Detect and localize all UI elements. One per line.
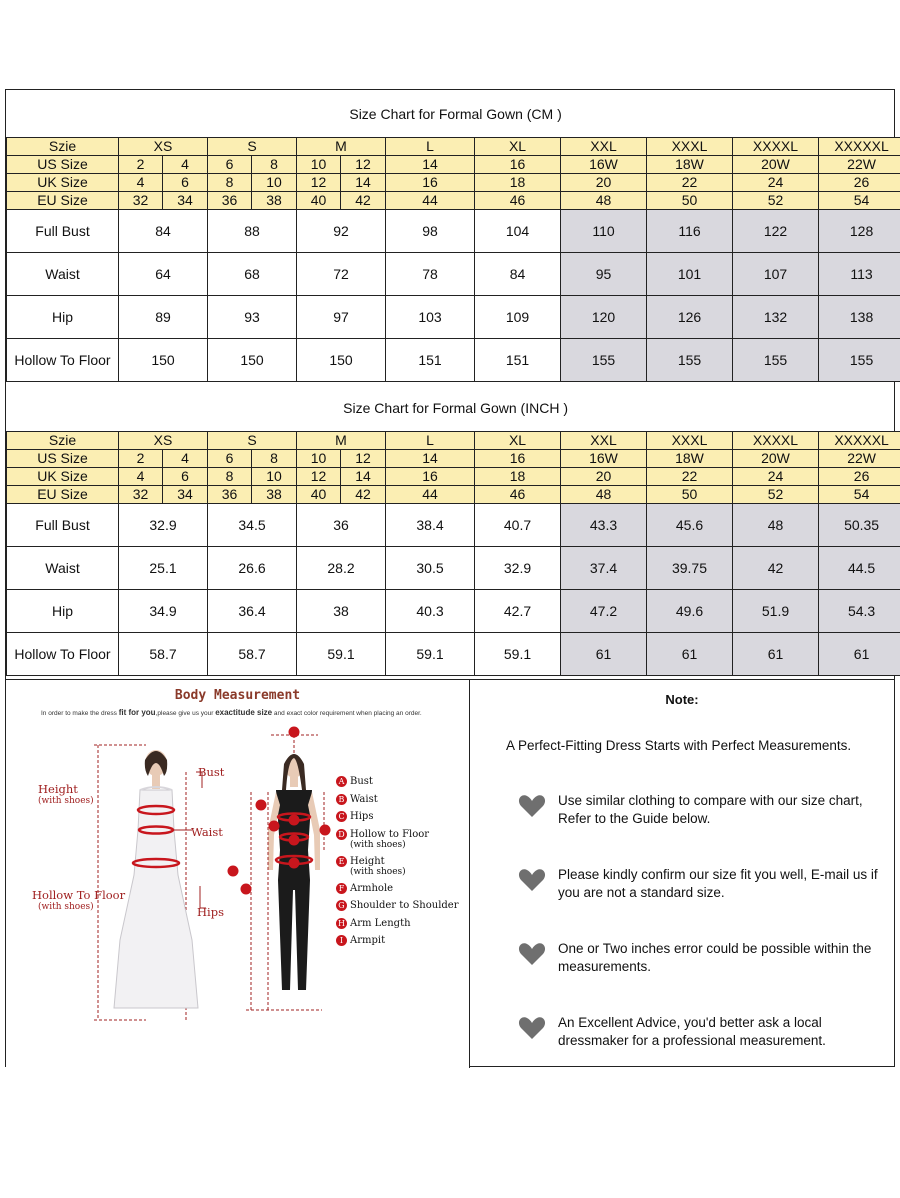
measurement-cell: 49.6: [647, 590, 733, 633]
legend-note: (with shoes): [350, 866, 406, 877]
note-text: [558, 866, 878, 902]
row-label: Szie: [7, 138, 119, 156]
measurement-cell: 37.4: [561, 547, 647, 590]
measurement-cell: 138: [819, 296, 900, 339]
size-cell: XL: [475, 138, 561, 156]
size-cell: 20W: [733, 450, 819, 468]
measurement-cell: 68: [208, 253, 297, 296]
size-cell: 12: [297, 174, 341, 192]
size-cell: 20: [561, 174, 647, 192]
size-cell: 22: [647, 468, 733, 486]
legend-label: Waist: [350, 793, 378, 805]
size-cell: 44: [386, 192, 475, 210]
size-cell: 20: [561, 468, 647, 486]
size-cell: 24: [733, 174, 819, 192]
measurement-cell: 36.4: [208, 590, 297, 633]
size-cell: 38: [252, 486, 297, 504]
label-hips: Hips: [197, 905, 224, 919]
measurement-cell: 113: [819, 253, 900, 296]
size-cell: 52: [733, 192, 819, 210]
size-cell: 14: [341, 468, 386, 486]
measurement-row: [7, 547, 900, 590]
legend-note: (with shoes): [350, 839, 406, 850]
size-cell: 16W: [561, 156, 647, 174]
note-line: dressmaker for a professional measurement.: [558, 1033, 826, 1048]
size-cell: 32: [119, 192, 163, 210]
measurement-cell: 72: [297, 253, 386, 296]
legend-label: Armpit: [350, 935, 386, 946]
legend-item: [336, 883, 459, 901]
size-row: [7, 486, 900, 504]
size-cell: 42: [341, 192, 386, 210]
body-measurement-illustration: [6, 680, 470, 1068]
size-cell: 22W: [819, 156, 900, 174]
size-cell: XXXXXL: [819, 432, 900, 450]
label-height: Height (with shoes): [38, 782, 94, 806]
size-cell: 6: [163, 174, 208, 192]
measurement-cell: 104: [475, 210, 561, 253]
row-label: Hollow To Floor: [7, 633, 119, 676]
measurement-row: [7, 296, 900, 339]
measurement-cell: 34.5: [208, 504, 297, 547]
note-line: Please kindly confirm our size fit you well, E-mail us if: [558, 867, 878, 882]
measurement-cell: 38: [297, 590, 386, 633]
note-line: Use similar clothing to compare with our size chart,: [558, 793, 863, 808]
size-cell: 50: [647, 192, 733, 210]
size-cell: 4: [163, 450, 208, 468]
size-cell: 46: [475, 486, 561, 504]
subtitle-part: In order to make the dress: [41, 710, 119, 717]
measurement-cell: 155: [819, 339, 900, 382]
measurement-cell: 155: [561, 339, 647, 382]
note-line: An Excellent Advice, you'd better ask a local: [558, 1015, 822, 1030]
legend-text: [350, 829, 429, 851]
heart-icon: [518, 1016, 546, 1040]
size-cell: 14: [386, 450, 475, 468]
size-cell: 22W: [819, 450, 900, 468]
row-label: EU Size: [7, 486, 119, 504]
legend-label: Armhole: [350, 882, 394, 894]
measurement-cell: 97: [297, 296, 386, 339]
measurement-cell: 36: [297, 504, 386, 547]
heart-icon: [518, 942, 546, 966]
size-cell: 6: [163, 468, 208, 486]
measurement-cell: 120: [561, 296, 647, 339]
measurement-cell: 101: [647, 253, 733, 296]
measurement-cell: 59.1: [297, 633, 386, 676]
size-cell: 16: [386, 468, 475, 486]
size-cell: 8: [208, 174, 252, 192]
measurement-cell: 59.1: [475, 633, 561, 676]
size-cell: L: [386, 432, 475, 450]
row-label: US Size: [7, 450, 119, 468]
size-cell: S: [208, 138, 297, 156]
measurement-cell: 61: [647, 633, 733, 676]
size-cell: 22: [647, 174, 733, 192]
size-cell: XXL: [561, 432, 647, 450]
measurement-cell: 42.7: [475, 590, 561, 633]
legend-item: [336, 856, 459, 883]
legend-label: Arm Length: [350, 917, 411, 929]
size-cell: XXXXL: [733, 138, 819, 156]
legend-text: [350, 776, 373, 787]
measurement-cell: 110: [561, 210, 647, 253]
legend-marker-icon: A: [336, 776, 347, 787]
measurement-cell: 51.9: [733, 590, 819, 633]
legend-label: Height: [350, 855, 385, 867]
bottom-section: [6, 679, 894, 1068]
row-label: Hollow To Floor: [7, 339, 119, 382]
row-label: Waist: [7, 253, 119, 296]
size-cell: 2: [119, 156, 163, 174]
measurement-row: [7, 210, 900, 253]
row-label: Waist: [7, 547, 119, 590]
label-waist: Waist: [191, 825, 223, 839]
size-cell: 6: [208, 156, 252, 174]
size-cell: 18W: [647, 450, 733, 468]
measurement-cell: 78: [386, 253, 475, 296]
legend-marker-icon: G: [336, 900, 347, 911]
notes-panel: [470, 680, 894, 1068]
size-cell: XXXXXL: [819, 138, 900, 156]
measurement-row: [7, 504, 900, 547]
size-cell: 50: [647, 486, 733, 504]
row-label: US Size: [7, 156, 119, 174]
legend-item: [336, 811, 459, 829]
size-cell: 18W: [647, 156, 733, 174]
size-cell: 10: [297, 450, 341, 468]
chart-title: Size Chart for Formal Gown (INCH ): [7, 384, 900, 432]
measurement-cell: 58.7: [119, 633, 208, 676]
subtitle-emphasis: fit for you: [118, 708, 156, 717]
row-label: Full Bust: [7, 210, 119, 253]
size-cell: 10: [252, 174, 297, 192]
note-lead: A Perfect-Fitting Dress Starts with Perfect Measurements.: [506, 738, 852, 753]
measurement-cell: 98: [386, 210, 475, 253]
size-cell: XS: [119, 138, 208, 156]
note-text: [558, 940, 871, 976]
measurement-cell: 92: [297, 210, 386, 253]
legend-item: [336, 935, 459, 953]
measurement-cell: 132: [733, 296, 819, 339]
size-cell: 4: [119, 468, 163, 486]
row-label: Hip: [7, 590, 119, 633]
chart-title: Size Chart for Formal Gown (CM ): [7, 90, 900, 138]
legend-marker-icon: E: [336, 856, 347, 867]
row-label: UK Size: [7, 174, 119, 192]
measurement-row: [7, 590, 900, 633]
size-cell: 20W: [733, 156, 819, 174]
measurement-cell: 150: [119, 339, 208, 382]
size-cell: XXXXL: [733, 432, 819, 450]
note-line: Refer to the Guide below.: [558, 811, 711, 826]
size-cell: L: [386, 138, 475, 156]
body-measurement-title: Body Measurement: [174, 688, 301, 703]
size-chart-sheet: [5, 89, 895, 1067]
legend-text: [350, 811, 373, 822]
note-item: [518, 1014, 894, 1050]
measurement-cell: 58.7: [208, 633, 297, 676]
size-cell: 18: [475, 174, 561, 192]
measurement-cell: 26.6: [208, 547, 297, 590]
measurement-cell: 54.3: [819, 590, 900, 633]
legend-text: [350, 918, 411, 929]
size-cell: 26: [819, 468, 900, 486]
size-cell: 8: [252, 450, 297, 468]
note-item: [518, 940, 894, 976]
measurement-row: [7, 253, 900, 296]
size-cell: 16W: [561, 450, 647, 468]
measurement-cell: 150: [208, 339, 297, 382]
measurement-cell: 28.2: [297, 547, 386, 590]
note-line: measurements.: [558, 959, 652, 974]
size-row: [7, 138, 900, 156]
measurement-cell: 126: [647, 296, 733, 339]
measurement-cell: 151: [475, 339, 561, 382]
measurement-cell: 47.2: [561, 590, 647, 633]
measurement-cell: 40.7: [475, 504, 561, 547]
size-chart-cm: [6, 90, 900, 382]
size-cell: S: [208, 432, 297, 450]
legend-text: [350, 900, 459, 911]
measurement-cell: 109: [475, 296, 561, 339]
size-cell: 12: [341, 156, 386, 174]
note-text: [558, 792, 863, 828]
measurement-cell: 48: [733, 504, 819, 547]
size-cell: 48: [561, 192, 647, 210]
legend-label: Hips: [350, 811, 374, 822]
measurement-cell: 93: [208, 296, 297, 339]
size-cell: 32: [119, 486, 163, 504]
row-label: Hip: [7, 296, 119, 339]
size-chart-inch: [6, 384, 900, 676]
size-cell: 48: [561, 486, 647, 504]
measurement-cell: 32.9: [119, 504, 208, 547]
measurement-cell: 150: [297, 339, 386, 382]
legend-label: Bust: [350, 776, 373, 787]
size-cell: 12: [297, 468, 341, 486]
measurement-cell: 61: [733, 633, 819, 676]
size-cell: 24: [733, 468, 819, 486]
legend-marker-icon: I: [336, 935, 347, 946]
measurement-cell: 128: [819, 210, 900, 253]
measurement-cell: 50.35: [819, 504, 900, 547]
measurement-cell: 30.5: [386, 547, 475, 590]
row-label: EU Size: [7, 192, 119, 210]
size-cell: 44: [386, 486, 475, 504]
measurement-row: [7, 339, 900, 382]
size-cell: 40: [297, 486, 341, 504]
size-cell: 14: [341, 174, 386, 192]
size-cell: XXL: [561, 138, 647, 156]
size-cell: 2: [119, 450, 163, 468]
measurement-cell: 38.4: [386, 504, 475, 547]
measurement-cell: 34.9: [119, 590, 208, 633]
size-cell: M: [297, 432, 386, 450]
measurement-cell: 122: [733, 210, 819, 253]
note-text: [558, 1014, 826, 1050]
size-cell: 8: [208, 468, 252, 486]
size-cell: 14: [386, 156, 475, 174]
size-cell: 54: [819, 486, 900, 504]
measurement-cell: 155: [733, 339, 819, 382]
legend-item: [336, 794, 459, 812]
measurement-cell: 39.75: [647, 547, 733, 590]
measurement-cell: 107: [733, 253, 819, 296]
legend-text: [350, 883, 393, 894]
note-item: [518, 866, 894, 902]
row-label: Full Bust: [7, 504, 119, 547]
legend-item: [336, 829, 459, 856]
legend-label: Shoulder to Shoulder: [350, 900, 459, 911]
size-cell: 46: [475, 192, 561, 210]
note-title: Note:: [665, 692, 699, 707]
size-row: [7, 468, 900, 486]
measurement-cell: 61: [561, 633, 647, 676]
size-row: [7, 450, 900, 468]
size-cell: 40: [297, 192, 341, 210]
size-cell: 4: [163, 156, 208, 174]
size-cell: 16: [475, 450, 561, 468]
size-cell: 10: [252, 468, 297, 486]
size-cell: 38: [252, 192, 297, 210]
measurement-cell: 84: [475, 253, 561, 296]
size-cell: XXXL: [647, 432, 733, 450]
size-cell: 54: [819, 192, 900, 210]
size-cell: 18: [475, 468, 561, 486]
legend-marker-icon: F: [336, 883, 347, 894]
label-hollow-to-floor: Hollow To Floor (with shoes): [32, 888, 126, 912]
note-line: you are not a standard size.: [558, 885, 725, 900]
legend-text: [350, 935, 385, 946]
row-label: Szie: [7, 432, 119, 450]
size-cell: 34: [163, 192, 208, 210]
size-cell: 36: [208, 486, 252, 504]
size-cell: 12: [341, 450, 386, 468]
measurement-cell: 44.5: [819, 547, 900, 590]
heart-icon: [518, 868, 546, 892]
legend-label: Hollow to Floor: [350, 828, 430, 840]
size-cell: XL: [475, 432, 561, 450]
measurement-cell: 45.6: [647, 504, 733, 547]
measurement-cell: 151: [386, 339, 475, 382]
size-row: [7, 192, 900, 210]
size-row: [7, 432, 900, 450]
legend-marker-icon: H: [336, 918, 347, 929]
note-item: [518, 792, 894, 828]
measurement-row: [7, 633, 900, 676]
legend-marker-icon: B: [336, 794, 347, 805]
legend-marker-icon: D: [336, 829, 347, 840]
measurement-cell: 155: [647, 339, 733, 382]
measurement-cell: 88: [208, 210, 297, 253]
size-cell: 52: [733, 486, 819, 504]
size-cell: 6: [208, 450, 252, 468]
measurement-cell: 84: [119, 210, 208, 253]
measurement-cell: 116: [647, 210, 733, 253]
note-line: One or Two inches error could be possible within the: [558, 941, 872, 956]
measurement-cell: 32.9: [475, 547, 561, 590]
legend-item: [336, 918, 459, 936]
size-row: [7, 174, 900, 192]
measurement-cell: 59.1: [386, 633, 475, 676]
size-cell: 42: [341, 486, 386, 504]
size-cell: 16: [386, 174, 475, 192]
size-cell: XXXL: [647, 138, 733, 156]
subtitle-part: ,please give us your: [155, 710, 216, 717]
size-cell: XS: [119, 432, 208, 450]
legend-text: [350, 856, 406, 878]
size-cell: 16: [475, 156, 561, 174]
label-bust: Bust: [198, 765, 225, 779]
size-row: [7, 156, 900, 174]
size-cell: 4: [119, 174, 163, 192]
measurement-cell: 95: [561, 253, 647, 296]
measurement-cell: 42: [733, 547, 819, 590]
legend-marker-icon: C: [336, 811, 347, 822]
size-cell: 10: [297, 156, 341, 174]
size-cell: 36: [208, 192, 252, 210]
measurement-cell: 43.3: [561, 504, 647, 547]
size-cell: 34: [163, 486, 208, 504]
size-cell: 8: [252, 156, 297, 174]
size-cell: M: [297, 138, 386, 156]
heart-icon: [518, 794, 546, 818]
legend-item: [336, 776, 459, 794]
size-cell: 26: [819, 174, 900, 192]
measurement-cell: 103: [386, 296, 475, 339]
measurement-cell: 61: [819, 633, 900, 676]
measurement-cell: 25.1: [119, 547, 208, 590]
measurement-cell: 64: [119, 253, 208, 296]
measurement-cell: 89: [119, 296, 208, 339]
legend-item: [336, 900, 459, 918]
row-label: UK Size: [7, 468, 119, 486]
measurement-legend: [336, 776, 459, 953]
legend-text: [350, 794, 378, 805]
measurement-cell: 40.3: [386, 590, 475, 633]
subtitle-part: and exact color requirement when placing an order.: [272, 710, 422, 717]
subtitle-emphasis: exactitude size: [215, 708, 273, 717]
